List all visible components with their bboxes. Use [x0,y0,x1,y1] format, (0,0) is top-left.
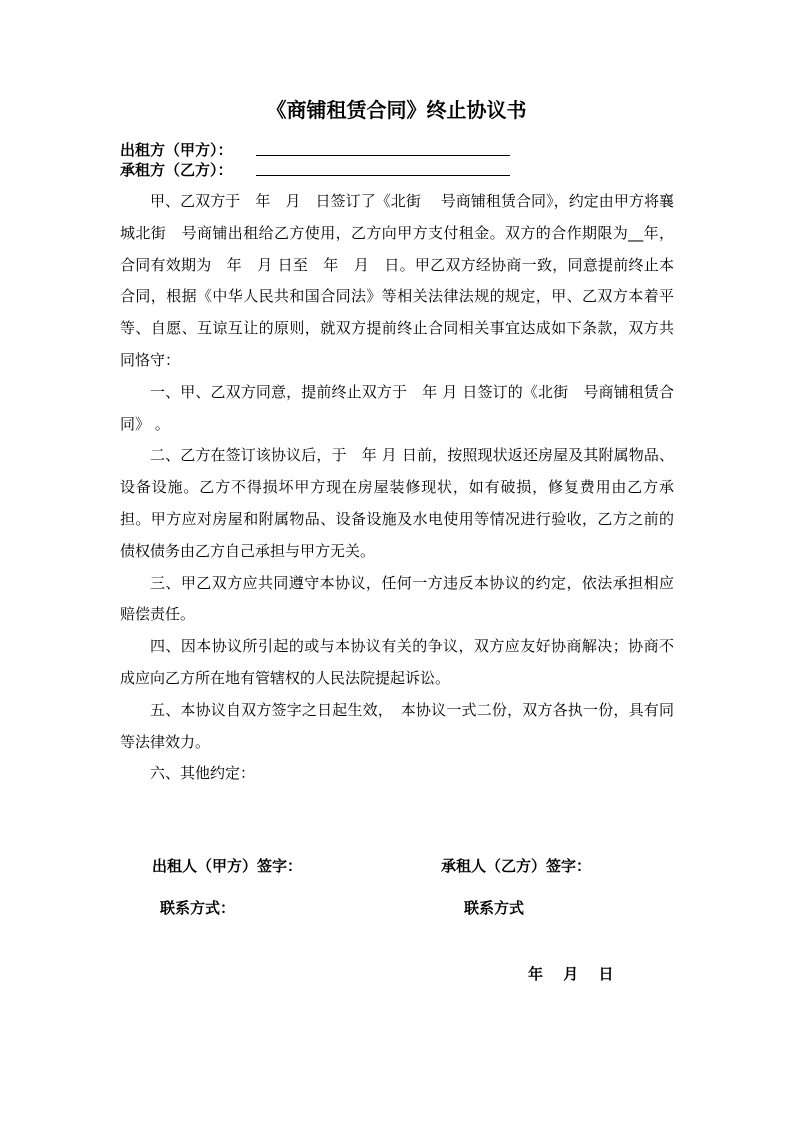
intro-paragraph: 甲、乙双方于 年 月 日签订了《北街 号商铺租赁合同》，约定由甲方将襄城北街 号商铺出租给乙方使用，乙方向甲方支付租金。双方的合作期限为__年，合同有效期为 年 月 日至 年 月 日。甲乙双方经协商一致，同意提前终止本合同，根据《中华人民共和国合同法》等相关法律法规的规定，甲、乙双方本着平等、自愿、互谅互让的原则，就双方提前终止合同相关事宜达成如下条款，双方共同恪守： [120,192,674,369]
clause-5: 五、本协议自双方签字之日起生效， 本协议一式二份，双方各执一份，具有同等法律效力。 [120,700,674,751]
clause-6: 六、其他约定： [150,764,256,783]
lessee-signature-label: 承租人（乙方）签字： [441,857,592,875]
agreement-body [120,186,674,790]
clause-2: 二、乙方在签订该协议后，于 年 月 日前，按照现状返还房屋及其附属物品、设备设施。乙方不得损坏甲方现在房屋装修现状，如有破损，修复费用由乙方承担。甲方应对房屋和附属物品、设备设施及水电使用等情况进行验收，乙方之前的债权债务由乙方自己承担与甲方无关。 [120,446,674,560]
document-title: 《商铺租赁合同》终止协议书 [266,98,527,122]
lessor-contact-label: 联系方式： [160,899,236,917]
date-line: 年 月 日 [528,965,614,983]
clause-4: 四、因本协议所引起的或与本协议有关的争议，双方应友好协商解决；协商不成应向乙方所在地有管辖权的人民法院提起诉讼。 [120,637,674,687]
lessor-label: 出租方（甲方）： [120,141,233,159]
lessee-blank-line [256,175,510,176]
lessor-signature-label: 出租人（甲方）签字： [152,857,303,875]
lessee-label: 承租方（乙方）： [120,161,233,179]
lessor-blank-line [256,155,510,156]
lessee-contact-label: 联系方式 [464,899,525,917]
clause-1: 一、甲、乙双方同意，提前终止双方于 年 月 日签订的《北街 号商铺租赁合同》 。 [120,382,674,433]
clause-3: 三、甲乙双方应共同遵守本协议，任何一方违反本协议的约定，依法承担相应赔偿责任。 [120,573,674,624]
